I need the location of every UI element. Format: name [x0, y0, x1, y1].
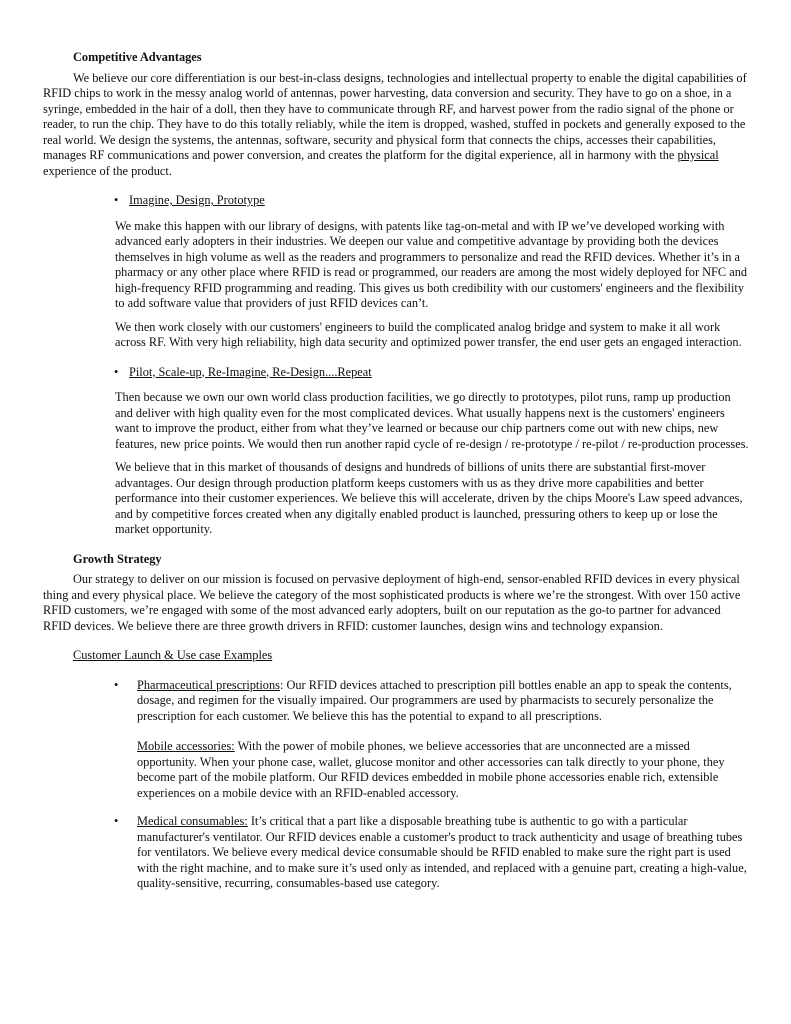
bullet-pilot-scale-up	[115, 365, 750, 381]
pilot-paragraph-2: We believe that in this market of thousands of designs and hundreds of billions of units there are substantial first-mover advantages. Our design through production platform keeps customers with us as they drive more capabilities and better performance into their customer experiences. We believe this will accelerate, driven by the chips Moore's Law speed advances, and by competitive forces created when any digitally enabled product is launched, pressuring others to keep up or lose the market opportunity.	[115, 460, 743, 536]
mobile-accessories-title: Mobile accessories:	[137, 739, 235, 753]
bullet-marker: •	[114, 677, 119, 692]
pharmaceutical-paragraph	[137, 678, 750, 725]
medical-consumables-text: It’s critical that a part like a disposable breathing tube is authentic to go with a particular manufacturer's ventilator. Our RFID devices enable a customer's product to track authenticity and usage of breathing tubes for ventilators. We believe every medical device consumable should be RFID enabled to make sure the right part is used with the right machine, and to make sure it’s used only as intended, and replaced with a genuine part, creating a high-value, quality-sensitive, recurring, consumables-based use category.	[137, 814, 747, 890]
growth-strategy-heading: Growth Strategy	[73, 551, 162, 566]
bullet-imagine-design-prototype	[115, 193, 750, 209]
document-page	[43, 50, 750, 905]
list-item-pharmaceutical	[114, 677, 750, 802]
imagine-design-prototype-label: Imagine, Design, Prototype	[129, 193, 265, 207]
imagine-paragraph-2: We then work closely with our customers' engineers to build the complicated analog bridge and system to make it all work across RF. With very high reliability, high data security and optimized power transfer, the end user gets an engaged interaction.	[115, 319, 742, 349]
pharmaceutical-title: Pharmaceutical prescriptions	[137, 677, 280, 692]
competitive-intro-paragraph	[43, 71, 750, 180]
competitive-advantages-heading: Competitive Advantages	[73, 50, 202, 64]
bullet-marker: •	[114, 364, 119, 379]
pharmaceutical-text: : Our RFID devices attached to prescription pill bottles enable an app to speak the contents, dosage, and regimen for the visually impaired. Our programmers are used by pharmacists to securely personalize the prescription for each customer. We believe this has the potential to expand to all prescriptions.	[137, 677, 732, 723]
customer-launch-heading: Customer Launch & Use case Examples	[73, 648, 273, 662]
mobile-accessories-text: With the power of mobile phones, we believe accessories that are unconnected are a missed opportunity. When your phone case, wallet, glucose monitor and other accessories can talk directly to your phone, they become part of the mobile platform. Our RFID devices embedded in mobile phone accessories enable rich, extensible experiences on a mobile device with an RFID-enabled accessory.	[137, 739, 725, 800]
bullet-marker: •	[114, 814, 119, 828]
medical-consumables-title: Medical consumables:	[137, 814, 248, 828]
mobile-accessories-paragraph	[137, 739, 750, 801]
growth-strategy-paragraph: Our strategy to deliver on our mission is focused on pervasive deployment of high-end, sensor-enabled RFID devices in every physical thing and every physical place. We believe the category of the most sophisticated products is where we’re the strongest. With over 150 active RFID customers, we’re engaged with some of the most advanced early adopters, built on our reputation as the go-to partner for advanced RFID devices. We believe there are three growth drivers in RFID: customer launches, design wins and technology expansion.	[43, 572, 741, 633]
use-case-list	[114, 677, 750, 892]
competitive-intro-end: experience of the product.	[43, 163, 172, 178]
pilot-scale-up-body	[115, 390, 750, 538]
pilot-paragraph-1: Then because we own our own world class production facilities, we go directly to prototypes, pilot runs, ramp up production and deliver with high quality even for the most complicated devices. What usually happens next is the customers' engineers want to improve the product, either from what they’ve learned or because our chip partners come out with new chips, new features, new price points. We would then run another rapid cycle of re-design / re-prototype / re-pilot / re-production processes.	[115, 390, 749, 451]
imagine-paragraph-1: We make this happen with our library of designs, with patents like tag-on-metal and with IP we’ve developed working with advanced early adopters in their industries. We deepen our value and competitive advantage by providing both the devices themselves in high volume as well as the readers and programmers to personalize and read the RFID devices. Whether it’s in a pharmacy or any other place where RFID is read or programmed, our readers are among the most widely deployed for NFC and high-frequency RFID programming and reading. This gives us both credibility with our customers' engineers and the flexibility to add software value that providers of just RFID devices can’t.	[115, 218, 748, 310]
pilot-scale-up-label: Pilot, Scale-up, Re-Imagine, Re-Design....Repeat	[129, 364, 372, 379]
physical-underlined-word: physical	[677, 148, 719, 162]
imagine-design-prototype-body	[115, 219, 750, 351]
medical-consumables-paragraph	[137, 814, 750, 892]
list-item-medical	[114, 814, 750, 892]
bullet-marker: •	[114, 193, 119, 207]
competitive-intro-text: We believe our core differentiation is our best-in-class designs, technologies and intellectual property to enable the digital capabilities of RFID chips to work in the messy analog world of antennas, power harvesting, data conversion and security. They have to go on a shoe, in a syringe, embedded in the hair of a doll, then they have to communicate through RF, and harvest power from the radio signal of the phone or reader, to run the chip. They have to do this totally reliably, while the item is dropped, washed, stuffed in pockets and generally exposed to the real world. We design the systems, the antennas, software, security and physical form that connects the chips, accesses their capabilities, manages RF communications and power conversion, and creates the platform for the digital experience, all in harmony with the	[43, 70, 747, 162]
